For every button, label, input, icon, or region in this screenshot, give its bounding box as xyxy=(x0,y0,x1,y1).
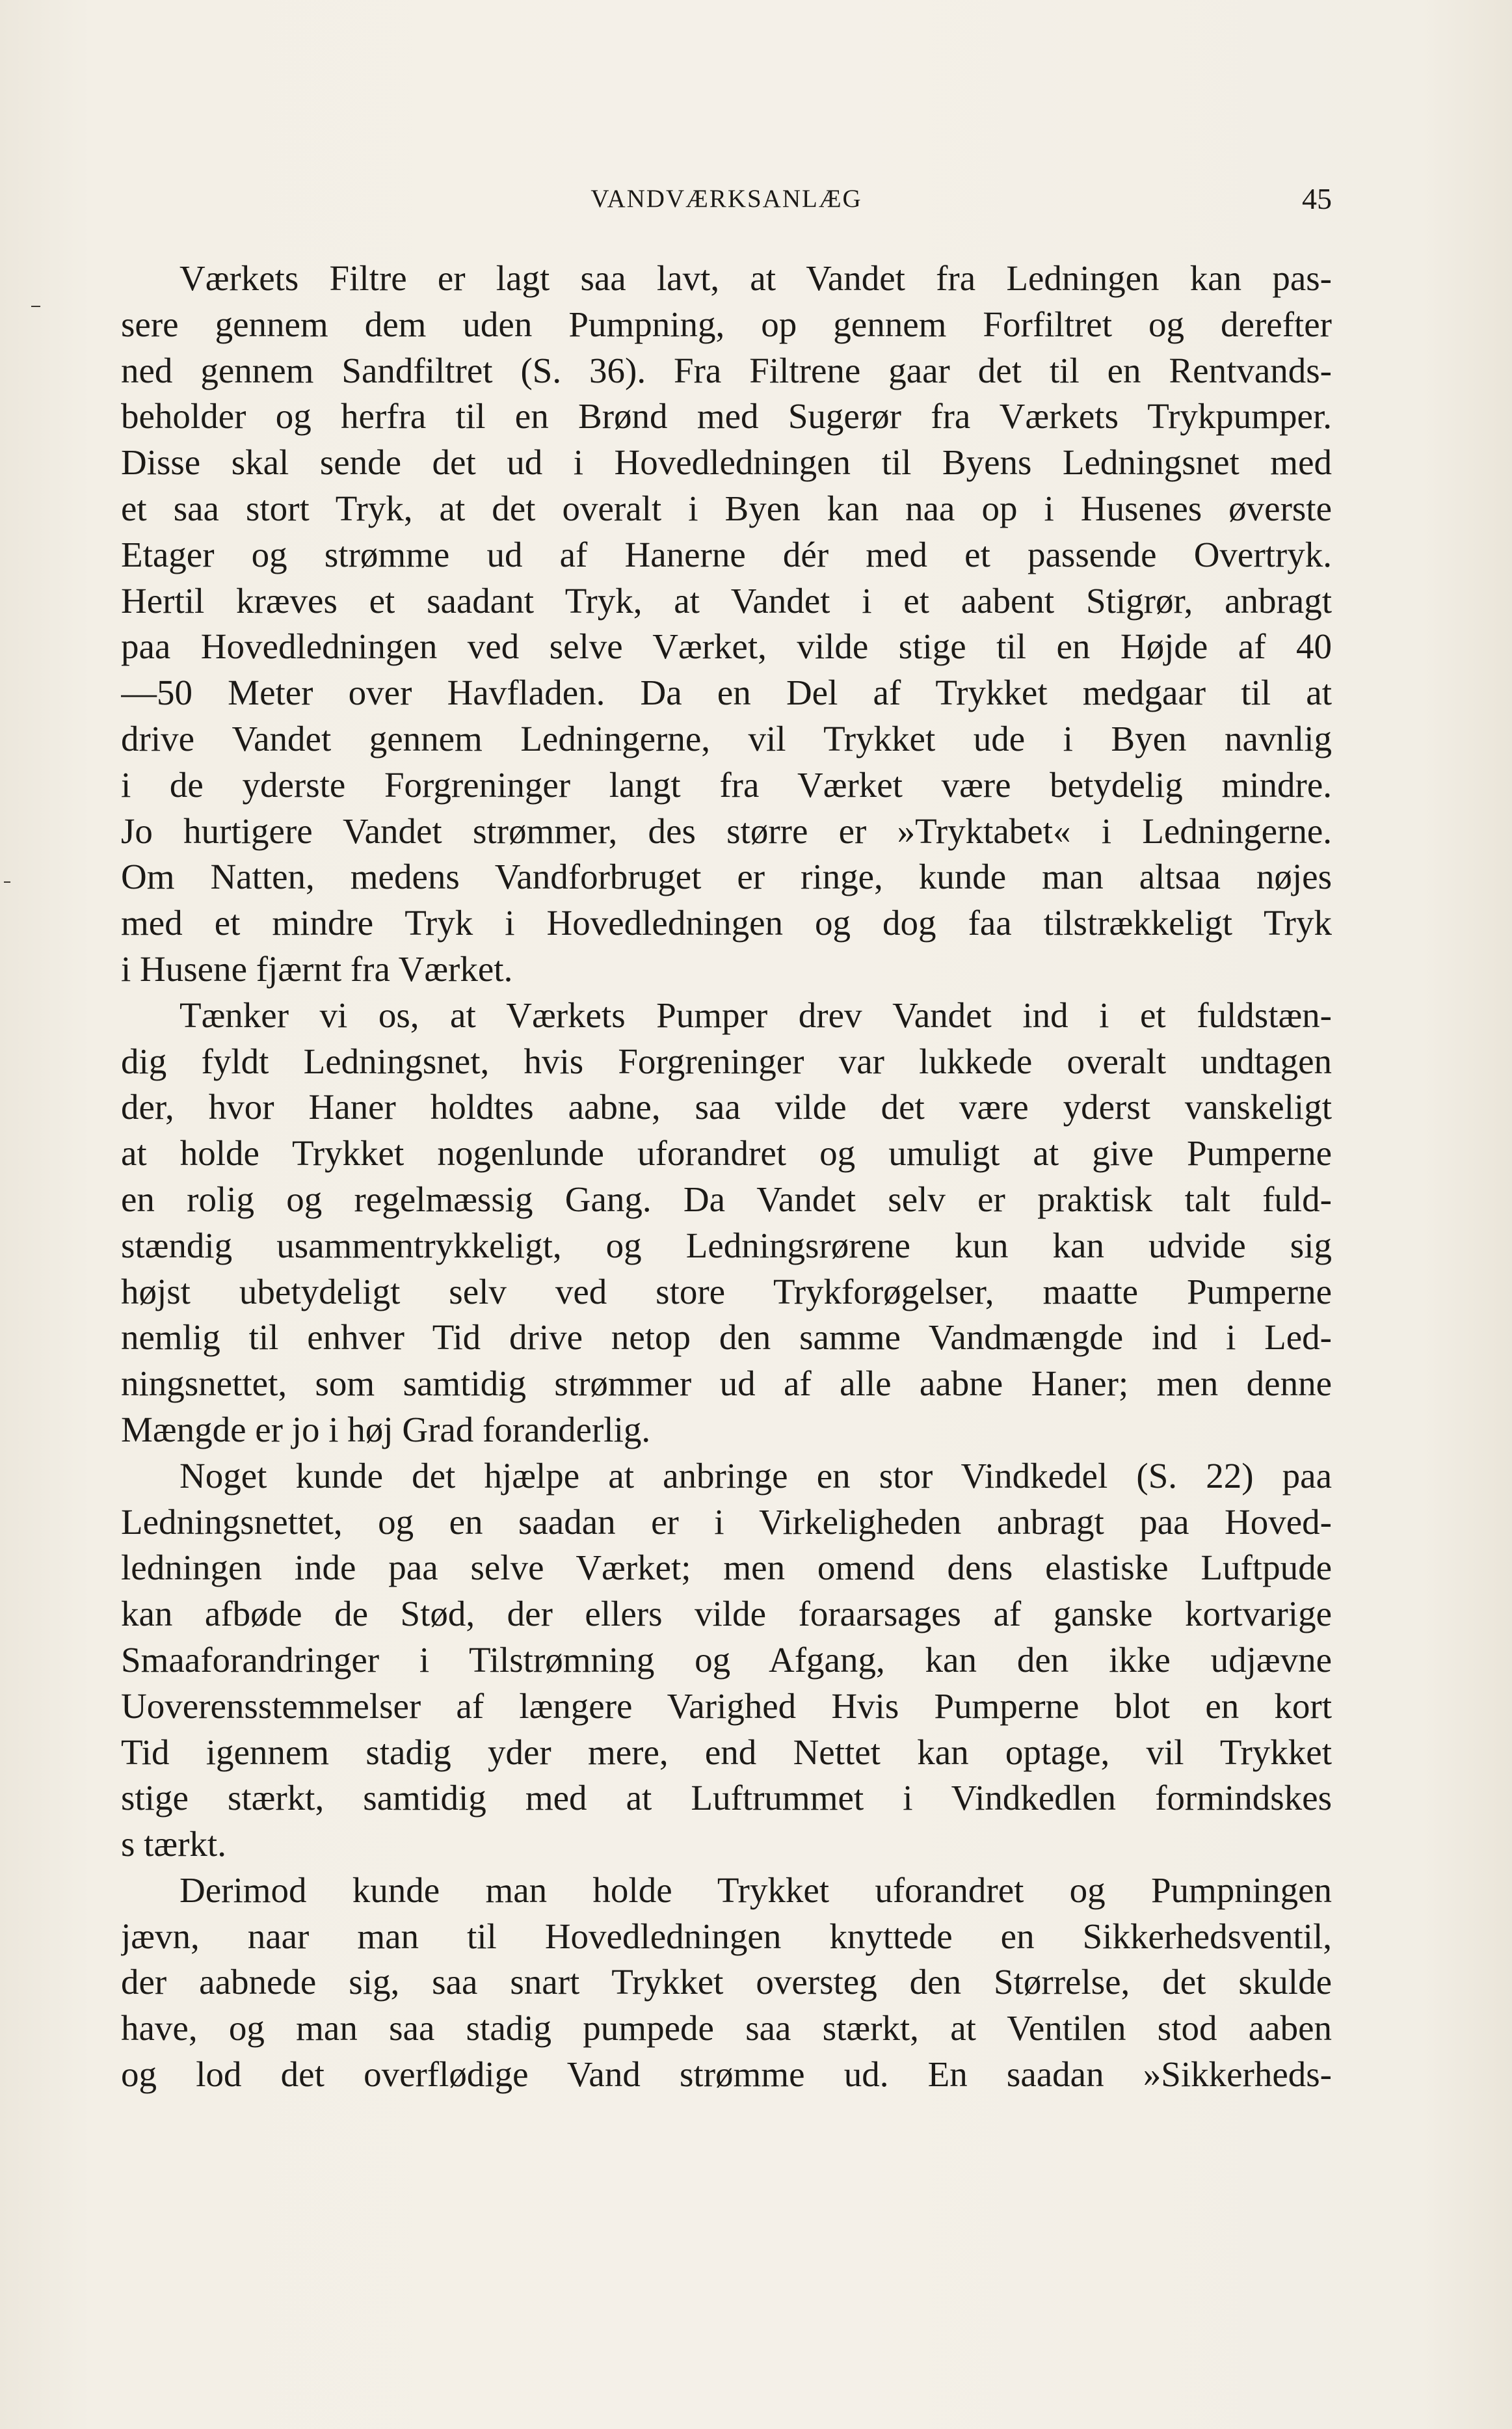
text-line: ledningen inde paa selve Værket; men omend dens elastiske Luftpude xyxy=(121,1548,1332,1588)
text-line: højst ubetydeligt selv ved store Trykforøgelser, maatte Pumperne xyxy=(121,1271,1332,1311)
text-line: Tid igennem stadig yder mere, end Nettet kan optage, vil Trykket xyxy=(121,1732,1332,1772)
text-line: i Husene fjærnt fra Værket. xyxy=(121,948,513,989)
text-line: nemlig til enhver Tid drive netop den samme Vandmængde ind i Led- xyxy=(121,1317,1332,1358)
body-text xyxy=(121,256,1332,2098)
text-line: Noget kunde det hjælpe at anbringe en stor Vindkedel (S. 22) paa xyxy=(179,1455,1332,1496)
page-header xyxy=(121,180,1332,219)
text-line: at holde Trykket nogenlunde uforandret og umuligt at give Pumperne xyxy=(121,1133,1332,1174)
text-line: stige stærkt, samtidig med at Luftrummet i Vindkedlen formindskes xyxy=(121,1778,1332,1818)
text-line: et saa stort Tryk, at det overalt i Byen kan naa op i Husenes øverste xyxy=(121,488,1332,528)
text-line: Mængde er jo i høj Grad foranderlig. xyxy=(121,1409,651,1449)
text-line: der, hvor Haner holdtes aabne, saa vilde det være yderst vanskeligt xyxy=(121,1087,1332,1127)
text-line: Hertil kræves et saadant Tryk, at Vandet i et aabent Stigrør, anbragt xyxy=(121,580,1332,621)
text-line: sere gennem dem uden Pumpning, op gennem Forfiltret og derefter xyxy=(121,304,1332,344)
text-line: Disse skal sende det ud i Hovedledningen til Byens Ledningsnet med xyxy=(121,442,1332,483)
text-line: Værkets Filtre er lagt saa lavt, at Vandet fra Ledningen kan pas- xyxy=(179,258,1332,298)
text-line: ningsnettet, som samtidig strømmer ud af alle aabne Haner; men denne xyxy=(121,1363,1332,1404)
running-head: VANDVÆRKSANLÆG xyxy=(590,185,862,213)
margin-mark xyxy=(31,306,40,307)
text-line: —50 Meter over Havfladen. Da en Del af Trykket medgaar til at xyxy=(121,673,1332,713)
text-line: Smaaforandringer i Tilstrømning og Afgang, kan den ikke udjævne xyxy=(121,1639,1332,1680)
text-line: jævn, naar man til Hovedledningen knyttede en Sikkerhedsventil, xyxy=(121,1916,1332,1956)
text-line: Jo hurtigere Vandet strømmer, des større er »Tryktabet« i Ledningerne. xyxy=(121,811,1332,851)
text-line: kan afbøde de Stød, der ellers vilde foraarsages af ganske kortvarige xyxy=(121,1594,1332,1634)
margin-mark xyxy=(4,881,10,883)
text-line: have, og man saa stadig pumpede saa stærkt, at Ventilen stod aaben xyxy=(121,2008,1332,2048)
text-line: Uoverensstemmelser af længere Varighed Hvis Pumperne blot en kort xyxy=(121,1685,1332,1726)
text-line: s tærkt. xyxy=(121,1824,226,1864)
text-line: dig fyldt Ledningsnet, hvis Forgreninger var lukkede overalt undtagen xyxy=(121,1041,1332,1081)
text-line: Tænker vi os, at Værkets Pumper drev Vandet ind i et fuldstæn- xyxy=(179,995,1332,1035)
text-line: paa Hovedledningen ved selve Værket, vilde stige til en Højde af 40 xyxy=(121,626,1332,667)
text-line: Etager og strømme ud af Hanerne dér med et passende Overtryk. xyxy=(121,534,1332,574)
text-line: i de yderste Forgreninger langt fra Værket være betydelig mindre. xyxy=(121,764,1332,805)
text-line: Ledningsnettet, og en saadan er i Virkeligheden anbragt paa Hoved- xyxy=(121,1501,1332,1542)
text-line: drive Vandet gennem Ledningerne, vil Trykket ude i Byen navnlig xyxy=(121,718,1332,758)
text-line: en rolig og regelmæssig Gang. Da Vandet selv er praktisk talt fuld- xyxy=(121,1179,1332,1219)
text-line: der aabnede sig, saa snart Trykket oversteg den Størrelse, det skulde xyxy=(121,1962,1332,2002)
text-line: beholder og herfra til en Brønd med Sugerør fra Værkets Trykpumper. xyxy=(121,396,1332,436)
text-line: og lod det overflødige Vand strømme ud. En saadan »Sikkerheds- xyxy=(121,2054,1332,2095)
text-line: Om Natten, medens Vandforbruget er ringe, kunde man altsaa nøjes xyxy=(121,857,1332,897)
text-line: stændig usammentrykkeligt, og Ledningsrørene kun kan udvide sig xyxy=(121,1225,1332,1265)
page-number: 45 xyxy=(1302,182,1332,215)
text-line: Derimod kunde man holde Trykket uforandret og Pumpningen xyxy=(179,1870,1332,1910)
text-line: ned gennem Sandfiltret (S. 36). Fra Filtrene gaar det til en Rentvands- xyxy=(121,350,1332,390)
text-line: med et mindre Tryk i Hovedledningen og dog faa tilstrækkeligt Tryk xyxy=(121,903,1332,943)
